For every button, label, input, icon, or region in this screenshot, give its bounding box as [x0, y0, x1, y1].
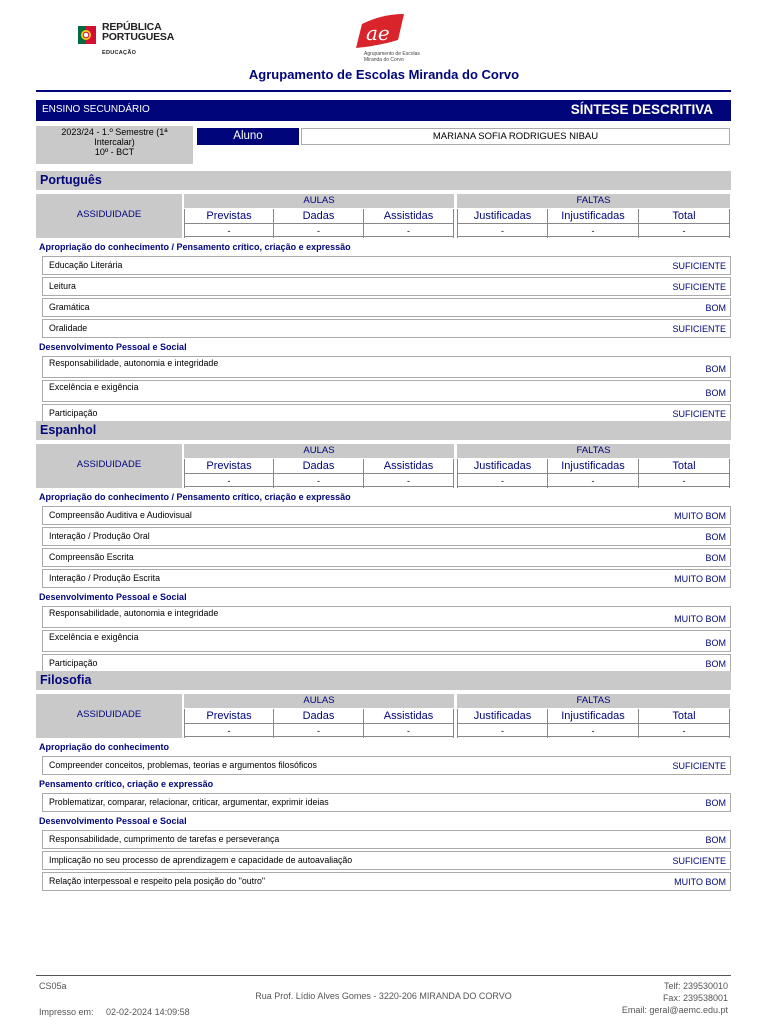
- republica-portuguesa-logo: [76, 20, 186, 60]
- printed-date: 02-02-2024 14:09:58: [106, 1007, 190, 1017]
- criterion-grade: MUITO BOM: [674, 511, 726, 521]
- criterion-label: Leitura: [49, 281, 76, 291]
- attendance-column: [184, 209, 274, 238]
- subject-section: [36, 171, 731, 423]
- assessment-row: [42, 319, 731, 338]
- assessment-row: [42, 606, 731, 628]
- document-code: CS05a: [39, 981, 67, 991]
- attendance-table: [36, 694, 731, 738]
- attendance-value: -: [274, 223, 363, 237]
- assessment-row: [42, 356, 731, 378]
- criterion-label: Compreensão Escrita: [49, 552, 134, 562]
- subject-title: Espanhol: [36, 421, 731, 440]
- criterion-label: Educação Literária: [49, 260, 123, 270]
- attendance-column: [274, 709, 364, 738]
- school-title: Agrupamento de Escolas Miranda do Corvo: [248, 67, 520, 82]
- attendance-value: -: [548, 473, 638, 487]
- period-line2: Intercalar): [94, 137, 135, 147]
- attendance-column: [457, 209, 548, 238]
- class-name: 10º - BCT: [94, 147, 135, 157]
- attendance-column: [548, 209, 639, 238]
- criterion-grade: BOM: [705, 835, 726, 845]
- period-line1: 2023/24 - 1.º Semestre (1ª: [61, 127, 168, 137]
- attendance-value: -: [274, 473, 363, 487]
- assessment-row: [42, 830, 731, 849]
- attendance-column: [184, 709, 274, 738]
- attendance-column-header: Injustificadas: [561, 460, 625, 472]
- criterion-grade: BOM: [705, 553, 726, 563]
- attendance-column-header: Injustificadas: [561, 710, 625, 722]
- attendance-value: -: [364, 223, 453, 237]
- republica-portuguesa-name: [102, 22, 174, 42]
- criterion-grade: BOM: [705, 388, 726, 398]
- attendance-column-header: Assistidas: [383, 210, 434, 222]
- attendance-column-header: Assistidas: [383, 710, 434, 722]
- criterion-grade: MUITO BOM: [674, 877, 726, 887]
- attendance-column-header: Dadas: [302, 210, 335, 222]
- attendance-label: ASSIDUIDADE: [36, 194, 182, 238]
- attendance-column-header: Total: [672, 460, 696, 472]
- assessment-row: [42, 380, 731, 402]
- competence-category: Apropriação do conhecimento / Pensamento crítico, criação e expressão: [39, 492, 351, 502]
- assessment-row: [42, 630, 731, 652]
- assessment-row: [42, 256, 731, 275]
- criterion-label: Relação interpessoal e respeito pela posição do "outro": [49, 876, 266, 886]
- ae-mark-text: ae: [366, 21, 390, 45]
- flag-emblem-icon: [76, 22, 98, 48]
- attendance-column: [639, 209, 730, 238]
- criterion-label: Implicação no seu processo de aprendizagem e capacidade de autoavaliação: [49, 855, 353, 865]
- attendance-value: -: [364, 473, 453, 487]
- attendance-column-header: Justificadas: [473, 710, 532, 722]
- attendance-column-header: Previstas: [206, 710, 252, 722]
- assessment-row: [42, 548, 731, 567]
- contact-info: [622, 980, 728, 1016]
- attendance-value: -: [185, 223, 273, 237]
- aluno-label: Aluno: [197, 128, 299, 145]
- criterion-label: Excelência e exigência: [49, 632, 139, 642]
- rp-name-line1: REPÚBLICA: [102, 21, 162, 33]
- attendance-column: [364, 209, 454, 238]
- attendance-label: ASSIDUIDADE: [36, 444, 182, 488]
- criterion-grade: BOM: [705, 303, 726, 313]
- attendance-column: [274, 209, 364, 238]
- school-logo: [350, 12, 430, 67]
- competence-category: Pensamento crítico, criação e expressão: [39, 779, 214, 789]
- competence-category: Apropriação do conhecimento: [39, 742, 170, 752]
- attendance-column: [364, 709, 454, 738]
- criterion-grade: BOM: [705, 532, 726, 542]
- attendance-value: -: [639, 223, 729, 237]
- education-level: ENSINO SECUNDÁRIO: [42, 104, 150, 115]
- attendance-label: ASSIDUIDADE: [36, 694, 182, 738]
- assessment-row: [42, 506, 731, 525]
- criterion-grade: SUFICIENTE: [672, 856, 726, 866]
- criterion-grade: SUFICIENTE: [672, 761, 726, 771]
- assessment-row: [42, 793, 731, 812]
- attendance-column-header: Previstas: [206, 460, 252, 472]
- attendance-value: -: [458, 723, 547, 737]
- attendance-table: [36, 194, 731, 238]
- assessment-row: [42, 872, 731, 891]
- rp-subtitle: EDUCAÇÃO: [102, 50, 137, 56]
- criterion-grade: SUFICIENTE: [672, 324, 726, 334]
- email: Email: geral@aemc.edu.pt: [621, 1005, 728, 1015]
- attendance-column: [548, 459, 639, 488]
- printed-info: [39, 1007, 190, 1017]
- assessment-row: [42, 277, 731, 296]
- attendance-column-header: Assistidas: [383, 460, 434, 472]
- school-address: Rua Prof. Lídio Alves Gomes - 3220-206 MIRANDA DO CORVO: [255, 991, 512, 1001]
- attendance-column-header: Dadas: [302, 460, 335, 472]
- criterion-label: Participação: [49, 408, 98, 418]
- attendance-value: -: [185, 723, 273, 737]
- attendance-column-header: Dadas: [302, 710, 335, 722]
- criterion-label: Compreensão Auditiva e Audiovisual: [49, 510, 192, 520]
- page-footer: [36, 975, 731, 1024]
- attendance-value: -: [548, 723, 638, 737]
- page-header: [0, 0, 768, 92]
- faltas-header: FALTAS: [457, 694, 730, 708]
- criterion-label: Responsabilidade, cumprimento de tarefas e perseverança: [49, 834, 280, 844]
- criterion-grade: BOM: [705, 364, 726, 374]
- aulas-header: AULAS: [184, 694, 454, 708]
- attendance-value: -: [548, 223, 638, 237]
- faltas-header: FALTAS: [457, 194, 730, 208]
- attendance-value: -: [274, 723, 363, 737]
- criterion-grade: SUFICIENTE: [672, 261, 726, 271]
- attendance-column: [184, 459, 274, 488]
- competence-category: Desenvolvimento Pessoal e Social: [39, 342, 187, 352]
- attendance-value: -: [639, 473, 729, 487]
- header-divider: [36, 90, 731, 92]
- assessment-row: [42, 756, 731, 775]
- telephone: Telf: 239530010: [663, 981, 728, 991]
- attendance-column-header: Total: [672, 710, 696, 722]
- criterion-label: Oralidade: [49, 323, 88, 333]
- attendance-value: -: [185, 473, 273, 487]
- criterion-grade: MUITO BOM: [674, 614, 726, 624]
- assessment-row: [42, 569, 731, 588]
- assessment-row: [42, 851, 731, 870]
- competence-category: Desenvolvimento Pessoal e Social: [39, 592, 187, 602]
- period-info: [36, 126, 193, 164]
- student-name: MARIANA SOFIA RODRIGUES NIBAU: [301, 128, 730, 145]
- criterion-label: Interação / Produção Escrita: [49, 573, 160, 583]
- footer-divider: [36, 975, 731, 976]
- subject-title: Português: [36, 171, 731, 190]
- criterion-label: Problematizar, comparar, relacionar, criticar, argumentar, exprimir ideias: [49, 797, 329, 807]
- attendance-table: [36, 444, 731, 488]
- criterion-label: Compreender conceitos, problemas, teorias e argumentos filosóficos: [49, 760, 317, 770]
- criterion-label: Excelência e exigência: [49, 382, 139, 392]
- criterion-grade: BOM: [705, 638, 726, 648]
- attendance-column: [457, 709, 548, 738]
- criterion-label: Interação / Produção Oral: [49, 531, 150, 541]
- attendance-column: [364, 459, 454, 488]
- ae-caption: Agrupamento de Escolas Miranda do Corvo: [364, 51, 420, 63]
- attendance-column-header: Total: [672, 210, 696, 222]
- aulas-header: AULAS: [184, 444, 454, 458]
- competence-category: Apropriação do conhecimento / Pensamento crítico, criação e expressão: [39, 242, 351, 252]
- attendance-value: -: [458, 473, 547, 487]
- rp-name-line2: PORTUGUESA: [102, 31, 175, 43]
- attendance-column-header: Justificadas: [473, 210, 532, 222]
- assessment-row: [42, 298, 731, 317]
- subject-section: [36, 421, 731, 673]
- attendance-column: [548, 709, 639, 738]
- attendance-value: -: [458, 223, 547, 237]
- attendance-column: [639, 709, 730, 738]
- document-type: SÍNTESE DESCRITIVA: [570, 102, 713, 117]
- criterion-label: Gramática: [49, 302, 90, 312]
- attendance-column-header: Justificadas: [473, 460, 532, 472]
- criterion-grade: BOM: [705, 659, 726, 669]
- subject-section: [36, 671, 731, 891]
- criterion-label: Participação: [49, 658, 98, 668]
- attendance-value: -: [364, 723, 453, 737]
- assessment-row: [42, 527, 731, 546]
- ae-logo-icon: [352, 12, 406, 50]
- criterion-grade: BOM: [705, 798, 726, 808]
- fax: Fax: 239538001: [662, 993, 728, 1003]
- criterion-label: Responsabilidade, autonomia e integridade: [49, 608, 219, 618]
- attendance-column: [274, 459, 364, 488]
- attendance-column: [639, 459, 730, 488]
- aulas-header: AULAS: [184, 194, 454, 208]
- criterion-grade: SUFICIENTE: [672, 409, 726, 419]
- criterion-label: Responsabilidade, autonomia e integridade: [49, 358, 219, 368]
- subject-title: Filosofia: [36, 671, 731, 690]
- attendance-column-header: Previstas: [206, 210, 252, 222]
- criterion-grade: MUITO BOM: [674, 574, 726, 584]
- attendance-column-header: Injustificadas: [561, 210, 625, 222]
- competence-category: Desenvolvimento Pessoal e Social: [39, 816, 187, 826]
- printed-label: Impresso em:: [39, 1007, 94, 1017]
- attendance-value: -: [639, 723, 729, 737]
- faltas-header: FALTAS: [457, 444, 730, 458]
- criterion-grade: SUFICIENTE: [672, 282, 726, 292]
- attendance-column: [457, 459, 548, 488]
- section-banner: [36, 100, 731, 121]
